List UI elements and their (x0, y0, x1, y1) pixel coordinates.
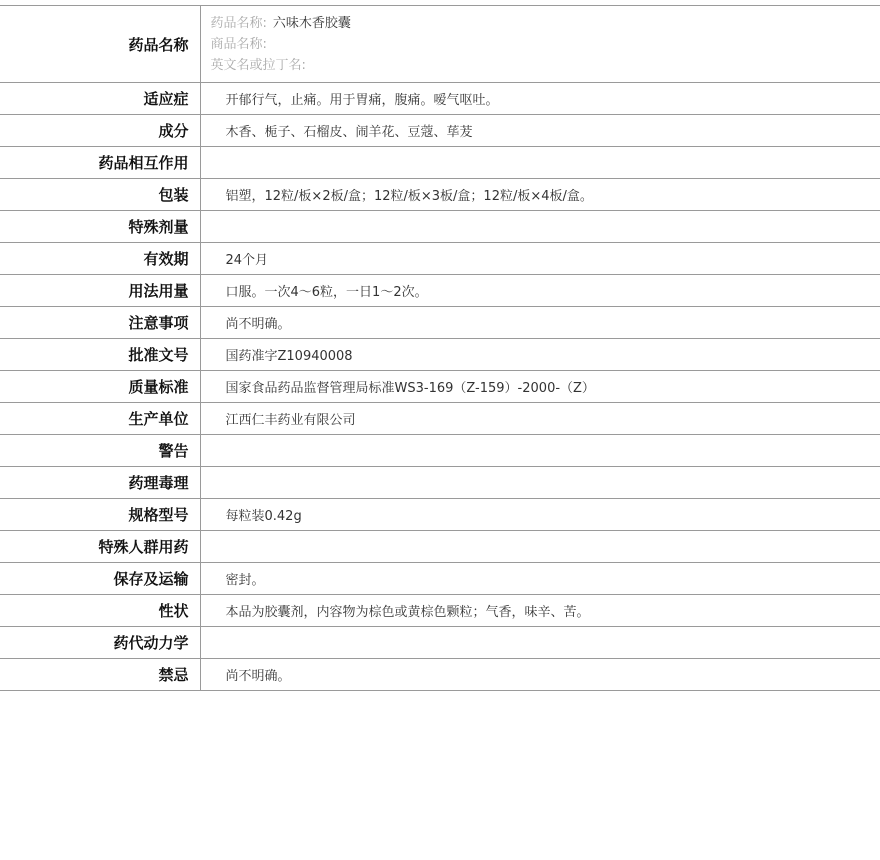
trade-name-key: 商品名称: (210, 36, 267, 52)
row-label: 批准文号 (0, 339, 200, 371)
english-name-line (211, 55, 880, 76)
row-value: 每粒装0.42g (200, 499, 880, 531)
row-value (200, 435, 880, 467)
row-label: 药品相互作用 (0, 147, 200, 179)
table-row-precautions (0, 307, 880, 339)
row-value: 密封。 (200, 563, 880, 595)
table-row-indications (0, 83, 880, 115)
row-label: 成分 (0, 115, 200, 147)
table-row-special-populations (0, 531, 880, 563)
row-value: 国药准字Z10940008 (200, 339, 880, 371)
row-value: 口服。一次4～6粒，一日1～2次。 (200, 275, 880, 307)
row-label: 药品名称 (0, 6, 200, 83)
english-name-key: 英文名或拉丁名: (210, 57, 306, 73)
row-value (200, 211, 880, 243)
row-value (200, 147, 880, 179)
table-row-manufacturer (0, 403, 880, 435)
row-value (200, 467, 880, 499)
row-value (200, 627, 880, 659)
generic-name-value: 六味木香胶囊 (272, 15, 351, 31)
row-label: 禁忌 (0, 659, 200, 691)
table-row-ingredients (0, 115, 880, 147)
row-value: 开郁行气，止痛。用于胃痛，腹痛。嗳气呕吐。 (200, 83, 880, 115)
table-row-quality-standard (0, 371, 880, 403)
row-value: 本品为胶囊剂，内容物为棕色或黄棕色颗粒；气香，味辛、苦。 (200, 595, 880, 627)
table-row-description (0, 595, 880, 627)
table-row-contraindications (0, 659, 880, 691)
table-row-approval-number (0, 339, 880, 371)
table-row-storage (0, 563, 880, 595)
row-label: 特殊剂量 (0, 211, 200, 243)
table-row-packaging (0, 179, 880, 211)
row-label: 药理毒理 (0, 467, 200, 499)
row-value: 尚不明确。 (200, 307, 880, 339)
row-label: 用法用量 (0, 275, 200, 307)
row-label: 规格型号 (0, 499, 200, 531)
table-row-special-dosage (0, 211, 880, 243)
row-label: 警告 (0, 435, 200, 467)
row-label: 有效期 (0, 243, 200, 275)
table-row-shelf-life (0, 243, 880, 275)
table-row-drug-name (0, 6, 880, 83)
generic-name-key: 药品名称: (210, 15, 267, 31)
row-value: 木香、栀子、石榴皮、闹羊花、豆蔻、荜茇 (200, 115, 880, 147)
row-label: 生产单位 (0, 403, 200, 435)
row-label: 特殊人群用药 (0, 531, 200, 563)
row-value: 尚不明确。 (200, 659, 880, 691)
row-value: 铝塑，12粒/板×2板/盒；12粒/板×3板/盒；12粒/板×4板/盒。 (200, 179, 880, 211)
table-row-interactions (0, 147, 880, 179)
row-value (200, 531, 880, 563)
drug-name-cell (200, 6, 880, 83)
row-label: 适应症 (0, 83, 200, 115)
table-row-pharmacology (0, 467, 880, 499)
generic-name-line (211, 13, 880, 34)
table-row-pharmacokinetics (0, 627, 880, 659)
table-row-dosage (0, 275, 880, 307)
row-label: 质量标准 (0, 371, 200, 403)
row-value: 国家食品药品监督管理局标准WS3-169（Z-159）-2000-（Z） (200, 371, 880, 403)
row-value: 江西仁丰药业有限公司 (200, 403, 880, 435)
row-label: 药代动力学 (0, 627, 200, 659)
row-label: 包装 (0, 179, 200, 211)
drug-info-table (0, 5, 880, 691)
row-value: 24个月 (200, 243, 880, 275)
row-label: 保存及运输 (0, 563, 200, 595)
row-label: 性状 (0, 595, 200, 627)
trade-name-line (211, 34, 880, 55)
row-label: 注意事项 (0, 307, 200, 339)
table-row-warning (0, 435, 880, 467)
table-row-specification (0, 499, 880, 531)
